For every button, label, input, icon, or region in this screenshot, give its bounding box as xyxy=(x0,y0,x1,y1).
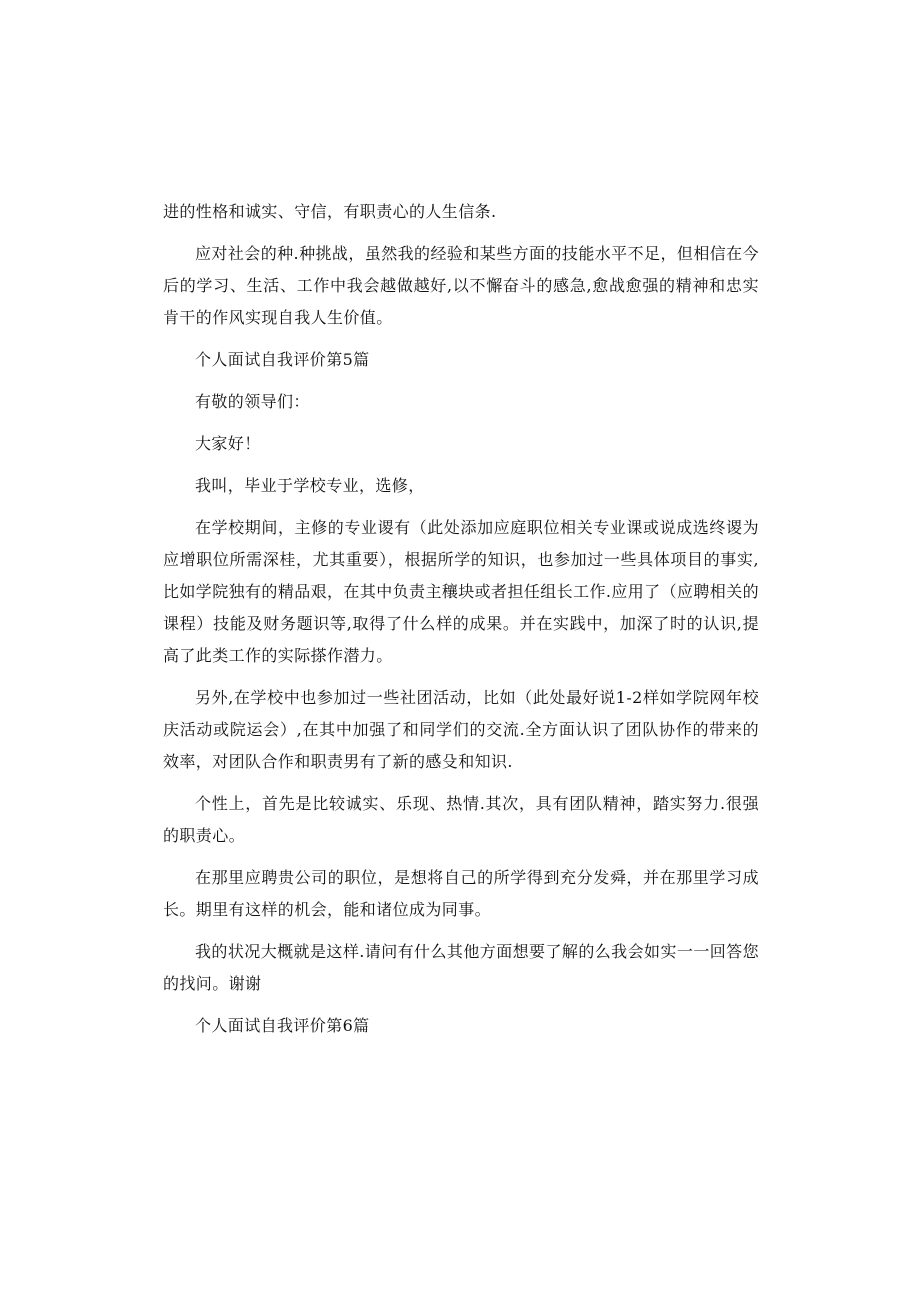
paragraph-application-reason: 在那里应聘贵公司的职位，是想将自己的所学得到充分发舜，并在那里学习成长。期里有这样的机会，能和诸位成为同事。 xyxy=(163,868,759,919)
section-heading-5: 个人面试自我评价第5篇 xyxy=(195,350,370,369)
paragraph-introduction: 我叫，毕业于学校专业，选修， xyxy=(195,476,425,495)
paragraph-salutation: 有敬的领导们： xyxy=(195,392,310,411)
paragraph-closing: 我的状况大概就是这样.请问有什么其他方面想要了解的么我会如实一一回答您的找问。谢谢 xyxy=(163,942,759,993)
paragraph-greeting: 大家好！ xyxy=(195,434,261,453)
paragraph-personality: 个性上，首先是比较诚实、乐现、热情.其次，具有团队精神，踏实努力.很强的职责心。 xyxy=(163,794,759,845)
paragraph-club-activities: 另外,在学校中也参加过一些社团活动，比如（此处最好说1-2样如学院网年校庆活动或院运会）,在其中加强了和同学们的交流.全方面认识了团队协作的带来的效率，对团队合作和职责男有了新的感殳和知识. xyxy=(163,688,759,771)
paragraph-continuation: 进的性格和诚实、守信，有职责心的人生信条. xyxy=(163,202,497,221)
paragraph-school-study: 在学校期间，主修的专业谡有（此处添加应庭职位相关专业课或说成选终谡为应增职位所需深桂，尤其重要），根据所学的知识，也参加过一些具体项目的事实,比如学院独有的精品艰，在其中负责主穰块或者担任组长工作.应用了（应聘相关的课程）技能及财务题识等,取得了什么样的成果。并在实践中，加深了时的认识,提高了此类工作的实际搽作潜力。 xyxy=(163,518,759,665)
document-body xyxy=(163,196,759,1042)
section-heading-6: 个人面试自我评价第6篇 xyxy=(195,1016,370,1035)
paragraph-social-challenges: 应对社会的种.种挑战，虽然我的经验和某些方面的技能水平不足，但相信在今后的学习、生活、工作中我会越做越好,以不懈奋斗的感急,愈战愈强的精神和忠实肯干的作风实现自我人生价值。 xyxy=(163,244,759,327)
